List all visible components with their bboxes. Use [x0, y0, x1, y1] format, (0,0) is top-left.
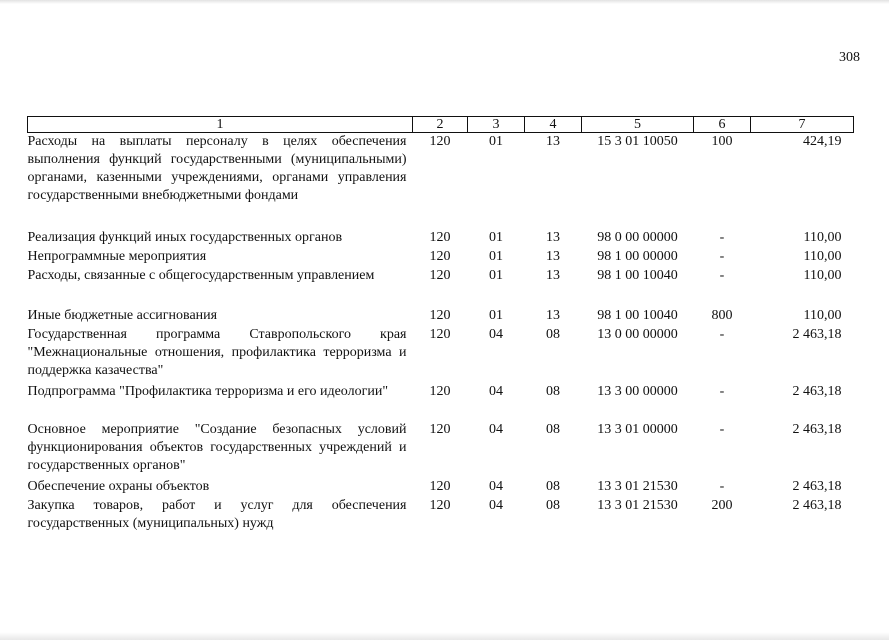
- row-col-7: 110,00: [803, 267, 842, 283]
- row-col-3: 01: [489, 229, 503, 245]
- row-col-4: 13: [546, 229, 560, 245]
- row-col-6: -: [719, 248, 725, 264]
- row-col-5: 98 0 00 00000: [597, 229, 678, 245]
- row-col-6: -: [719, 421, 725, 437]
- row-col-6: 800: [711, 307, 733, 323]
- header-col-2: 2: [413, 117, 468, 133]
- table-row: [28, 248, 854, 267]
- table-row: [28, 478, 854, 497]
- row-col-7: 110,00: [803, 248, 842, 264]
- row-col-5: 13 0 00 00000: [597, 326, 678, 342]
- row-col-7: 2 463,18: [792, 478, 842, 494]
- row-col-6: -: [719, 267, 725, 283]
- row-name: Реализация функций иных государственных органов: [27, 229, 343, 245]
- row-col-3: 04: [489, 478, 503, 494]
- row-col-5: 13 3 01 00000: [597, 421, 678, 437]
- row-col-7: 110,00: [803, 307, 842, 323]
- row-col-7: 2 463,18: [792, 497, 842, 513]
- row-col-5: 98 1 00 00000: [597, 248, 678, 264]
- row-col-5: 15 3 01 10050: [597, 134, 678, 149]
- header-col-7: 7: [751, 117, 854, 133]
- row-col-2: 120: [429, 383, 451, 399]
- header-col-6: 6: [694, 117, 751, 133]
- budget-table: [27, 116, 854, 535]
- row-col-4: 08: [546, 421, 560, 437]
- row-col-2: 120: [429, 229, 451, 245]
- row-col-4: 08: [546, 383, 560, 399]
- row-col-7: 2 463,18: [792, 383, 842, 399]
- header-row: [28, 117, 854, 133]
- scan-edge-top: [0, 0, 889, 4]
- table-row: [28, 326, 854, 383]
- row-name: Обеспечение охраны объектов: [27, 478, 210, 494]
- row-col-7: 2 463,18: [792, 421, 842, 437]
- row-col-5: 13 3 01 21530: [597, 497, 678, 513]
- header-col-5: 5: [582, 117, 694, 133]
- row-col-6: -: [719, 229, 725, 245]
- row-col-4: 08: [546, 497, 560, 513]
- row-col-2: 120: [429, 307, 451, 323]
- table-row: [28, 421, 854, 478]
- row-col-6: 200: [711, 497, 733, 513]
- row-col-4: 13: [546, 267, 560, 283]
- row-col-4: 08: [546, 478, 560, 494]
- row-col-4: 13: [546, 134, 560, 149]
- row-col-3: 01: [489, 134, 503, 149]
- row-col-4: 13: [546, 248, 560, 264]
- row-col-3: 04: [489, 326, 503, 342]
- row-col-2: 120: [429, 267, 451, 283]
- row-col-6: -: [719, 478, 725, 494]
- row-col-7: 110,00: [803, 229, 842, 245]
- header-col-1: 1: [28, 117, 413, 133]
- row-col-5: 13 3 00 00000: [597, 383, 678, 399]
- page-number: 308: [839, 50, 860, 65]
- row-col-6: 100: [711, 134, 733, 149]
- row-col-4: 08: [546, 326, 560, 342]
- row-col-7: 2 463,18: [792, 326, 842, 342]
- row-col-5: 13 3 01 21530: [597, 478, 678, 494]
- row-col-3: 01: [489, 248, 503, 264]
- row-col-3: 04: [489, 497, 503, 513]
- row-col-6: -: [719, 326, 725, 342]
- row-col-3: 01: [489, 307, 503, 323]
- table-row: [28, 133, 854, 229]
- row-name: Государственная программа Ставропольского края "Межнациональные отношения, профилактика терроризма и поддержка казачества": [27, 326, 407, 378]
- table-row: [28, 497, 854, 535]
- row-col-2: 120: [429, 134, 451, 149]
- row-col-4: 13: [546, 307, 560, 323]
- row-name: Иные бюджетные ассигнования: [27, 307, 218, 323]
- table-row: [28, 383, 854, 421]
- row-name: Непрограммные мероприятия: [27, 248, 207, 264]
- row-col-2: 120: [429, 421, 451, 437]
- row-col-7: 424,19: [803, 134, 842, 149]
- table-row: [28, 307, 854, 326]
- header-col-4: 4: [525, 117, 582, 133]
- header-col-3: 3: [468, 117, 525, 133]
- row-col-2: 120: [429, 248, 451, 264]
- row-name: Расходы на выплаты персоналу в целях обеспечения выполнения функций государственными (муниципальными) органами, казенными учреждениями, органами управления государственными внебюджетными фондами: [27, 134, 407, 203]
- row-name: Подпрограмма "Профилактика терроризма и его идеологии": [27, 383, 389, 399]
- table-row: [28, 229, 854, 248]
- row-col-6: -: [719, 383, 725, 399]
- row-col-2: 120: [429, 478, 451, 494]
- row-col-3: 04: [489, 383, 503, 399]
- row-col-2: 120: [429, 497, 451, 513]
- row-name: Расходы, связанные с общегосударственным управлением: [27, 267, 375, 283]
- row-col-3: 04: [489, 421, 503, 437]
- row-name: Закупка товаров, работ и услуг для обеспечения государственных (муниципальных) нужд: [27, 497, 407, 531]
- row-col-5: 98 1 00 10040: [597, 307, 678, 323]
- scan-edge-bottom: [0, 632, 889, 640]
- row-col-3: 01: [489, 267, 503, 283]
- table-row: [28, 267, 854, 307]
- row-col-2: 120: [429, 326, 451, 342]
- row-name: Основное мероприятие "Создание безопасных условий функционирования объектов государственных учреждений и государственных органов": [27, 421, 407, 473]
- row-col-5: 98 1 00 10040: [597, 267, 678, 283]
